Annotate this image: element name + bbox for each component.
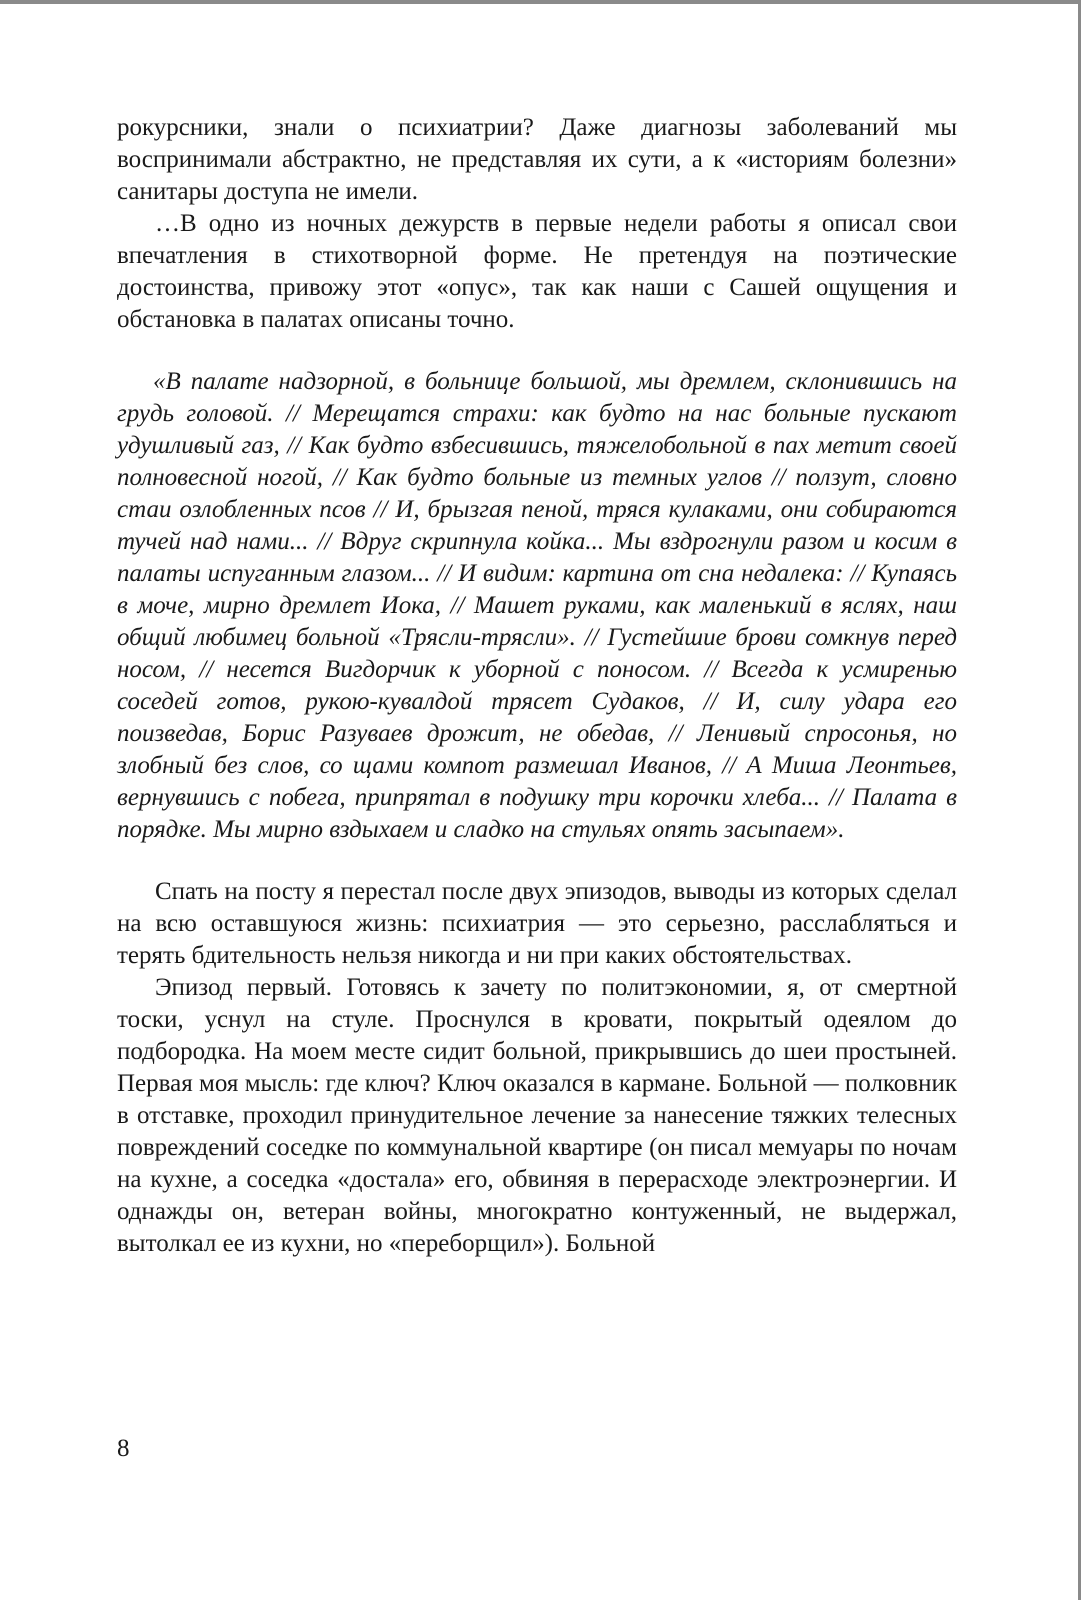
page-body [117, 112, 957, 1260]
paragraph-2: …В одно из ночных дежурств в первые недели работы я описал свои впечатления в стихотворной форме. Не претендуя на поэтические достоинства, привожу этот «опус», так как наши с Сашей ощущения и обстановка в палатах описаны точно. [117, 210, 957, 333]
page-right-border [1078, 0, 1081, 1600]
page-number: 8 [117, 1435, 130, 1462]
paragraph-4: Эпизод первый. Готовясь к зачету по политэкономии, я, от смертной тоски, уснул на стуле. Проснулся в кровати, покрытый одеялом до подбородка. На моем месте сидит больной, прикрывшись до шеи простыней. Первая моя мысль: где ключ? Ключ оказался в кармане. Больной — полковник в отставке, проходил принудительное лечение за нанесение тяжких телесных повреждений соседке по коммунальной квартире (он писал мемуары по ночам на кухне, а соседка «достала» его, обвиняя в перерасходе электроэнергии. И однажды он, ветеран войны, многократно контуженный, не выдержал, вытолкал ее из кухни, но «переборщил»). Больной [117, 974, 957, 1257]
paragraph-1: рокурсники, знали о психиатрии? Даже диагнозы заболеваний мы воспринимали абстрактно, не представляя их сути, а к «историям болезни» санитары доступа не имели. [117, 114, 957, 205]
page-top-border [0, 0, 1080, 4]
poem-quote: «В палате надзорной, в больнице большой, мы дремлем, склонившись на грудь головой. // Мерещатся страхи: как будто на нас больные пускают удушливый газ, // Как будто взбесившись, тяжелобольной в пах метит своей полновесной ногой, // Как будто больные из темных углов // ползут, словно стаи озлобленных псов // И, брызгая пеной, тряся кулаками, они собираются тучей над нами... // Вдруг скрипнула койка... Мы вздрогнули разом и косим в палаты испуганным глазом... // И видим: картина от сна недалека: // Купаясь в моче, мирно дремлет Иока, // Машет руками, как маленький в яслях, наш общий любимец больной «Трясли-трясли». // Густейшие брови сомкнув перед носом, // несется Вигдорчик к уборной с поносом. // Всегда к усмиренью соседей готов, рукою-кувалдой трясет Судаков, // И, силу удара его поизведав, Борис Разуваев дрожит, не обедав, // Ленивый спросонья, но злобный без слов, со щами компот размешал Иванов, // А Миша Леонтьев, вернувшись с побега, припрятал в подушку три корочки хлеба... // Палата в порядке. Мы мирно вздыхаем и сладко на стульях опять засыпаем». [117, 368, 957, 843]
paragraph-3: Спать на посту я перестал после двух эпизодов, выводы из которых сделал на всю оставшуюся жизнь: психиатрия — это серьезно, расслабляться и терять бдительность нельзя никогда и ни при каких обстоятельствах. [117, 878, 957, 969]
